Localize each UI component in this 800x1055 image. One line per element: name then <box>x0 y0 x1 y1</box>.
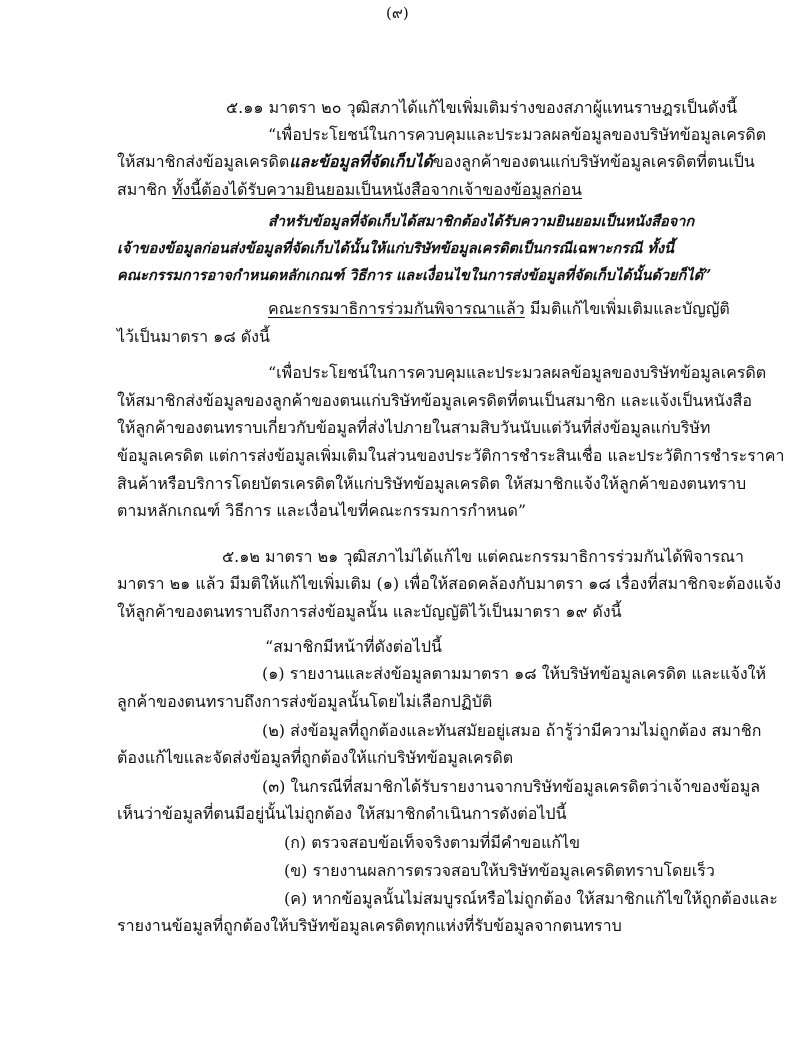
section-18-line-1: “เพื่อประโยชน์ในการควบคุมและประมวลผลข้อมูลของบริษัทข้อมูลเครดิต <box>268 363 767 382</box>
section-19-intro: “สมาชิกมีหน้าที่ดังต่อไปนี้ <box>265 637 442 656</box>
senate-text-line-2 <box>117 151 755 173</box>
duty-1-line-2: ลูกค้าของตนทราบถึงการส่งข้อมูลนั้นโดยไม่เลือกปฏิบัติ <box>117 692 493 711</box>
consent-clause: ทั้งนี้ต้องได้รับความยินยอมเป็นหนังสือจากเจ้าของข้อมูลก่อน <box>171 180 582 199</box>
senate-text-line-2c: ของลูกค้าของตนแก่บริษัทข้อมูลเครดิตที่ตนเป็น <box>432 152 755 171</box>
duty-3-b: (ข) รายงานผลการตรวจสอบให้บริษัทข้อมูลเครดิตทราบโดยเร็ว <box>284 861 715 880</box>
section-18-line-6: ตามหลักเกณฑ์ วิธีการ และเงื่อนไขที่คณะกรรมการกำหนด” <box>117 501 527 520</box>
duty-3-c-line-2: รายงานข้อมูลที่ถูกต้องให้บริษัทข้อมูลเครดิตทุกแห่งที่รับข้อมูลจากตนทราบ <box>117 916 622 935</box>
section-18-line-4: ข้อมูลเครดิต แต่การส่งข้อมูลเพิ่มเติมในส่วนของประวัติการชำระสินเชื่อ และประวัติการชำระราคา <box>117 446 785 465</box>
senate-text-line-2b: และข้อมูลที่จัดเก็บได้ <box>289 152 433 171</box>
section-18-line-5: สินค้าหรือบริการโดยบัตรเครดิตให้แก่บริษัทข้อมูลเครดิต ให้สมาชิกแจ้งให้ลูกค้าของตนทราบ <box>117 474 747 493</box>
section-5-11-heading: ๕.๑๑ มาตรา ๒๐ วุฒิสภาได้แก้ไขเพิ่มเติมร่างของสภาผู้แทนราษฎรเป็นดังนี้ <box>226 98 738 117</box>
senate-added-text-line-2: เจ้าของข้อมูลก่อนส่งข้อมูลที่จัดเก็บได้นั้นให้แก่บริษัทข้อมูลเครดิตเป็นกรณีเฉพาะกรณี ทั้งนี้ <box>117 240 674 257</box>
senate-added-text-line-3: คณะกรรมการอาจกำหนดหลักเกณฑ์ วิธีการ และเงื่อนไขในการส่งข้อมูลที่จัดเก็บได้นั้นด้วยก็ได้” <box>117 267 712 284</box>
committee-resolution-rest: มีมติแก้ไขเพิ่มเติมและบัญญัติ <box>524 299 730 318</box>
section-18-line-3: ให้ลูกค้าของตนทราบเกี่ยวกับข้อมูลที่ส่งไปภายในสามสิบวันนับแต่วันที่ส่งข้อมูลแก่บริษัท <box>117 418 711 437</box>
duty-2-line-1: (๒) ส่งข้อมูลที่ถูกต้องและทันสมัยอยู่เสมอ ถ้ารู้ว่ามีความไม่ถูกต้อง สมาชิก <box>262 721 762 740</box>
duty-2-line-2: ต้องแก้ไขและจัดส่งข้อมูลที่ถูกต้องให้แก่บริษัทข้อมูลเครดิต <box>117 748 514 767</box>
section-5-12-line-2: มาตรา ๒๑ แล้ว มีมติให้แก้ไขเพิ่มเติม (๑) เพื่อให้สอดคล้องกับมาตรา ๑๘ เรื่องที่สมาชิกจะต้องแจ้ง <box>117 574 782 593</box>
section-18-line-2: ให้สมาชิกส่งข้อมูลของลูกค้าของตนแก่บริษัทข้อมูลเครดิตที่ตนเป็นสมาชิก และแจ้งเป็นหนังสือ <box>117 391 753 410</box>
committee-resolution-line <box>268 298 730 320</box>
enacted-as-section-18: ไว้เป็นมาตรา ๑๘ ดังนี้ <box>117 327 270 346</box>
section-5-12-line-3: ให้ลูกค้าของตนทราบถึงการส่งข้อมูลนั้น และบัญญัติไว้เป็นมาตรา ๑๙ ดังนี้ <box>117 602 622 621</box>
senate-text-line-2a: ให้สมาชิกส่งข้อมูลเครดิต <box>117 152 290 171</box>
duty-3-line-1: (๓) ในกรณีที่สมาชิกได้รับรายงานจากบริษัทข้อมูลเครดิตว่าเจ้าของข้อมูล <box>262 777 761 796</box>
senate-text-line-3a: สมาชิก <box>117 180 172 199</box>
senate-added-text-line-1: สำหรับข้อมูลที่จัดเก็บได้สมาชิกต้องได้รับความยินยอมเป็นหนังสือจาก <box>268 213 695 230</box>
duty-1-line-1: (๑) รายงานและส่งข้อมูลตามมาตรา ๑๘ ให้บริษัทข้อมูลเครดิต และแจ้งให้ <box>262 664 766 683</box>
duty-3-c-line-1: (ค) หากข้อมูลนั้นไม่สมบูรณ์หรือไม่ถูกต้อง ให้สมาชิกแก้ไขให้ถูกต้องและ <box>284 889 778 908</box>
page-number: (๙) <box>386 4 409 22</box>
duty-3-a: (ก) ตรวจสอบข้อเท็จจริงตามที่มีคำขอแก้ไข <box>284 833 581 852</box>
duty-3-line-2: เห็นว่าข้อมูลที่ตนมีอยู่นั้นไม่ถูกต้อง ให้สมาชิกดำเนินการดังต่อไปนี้ <box>117 804 567 823</box>
senate-text-line-1: “เพื่อประโยชน์ในการควบคุมและประมวลผลข้อมูลของบริษัทข้อมูลเครดิต <box>268 125 767 144</box>
senate-text-line-3 <box>117 179 582 201</box>
section-5-12-heading: ๕.๑๒ มาตรา ๒๑ วุฒิสภาไม่ได้แก้ไข แต่คณะกรรมาธิการร่วมกันได้พิจารณา <box>222 547 744 566</box>
committee-considered: คณะกรรมาธิการร่วมกันพิจารณาแล้ว <box>268 299 525 318</box>
